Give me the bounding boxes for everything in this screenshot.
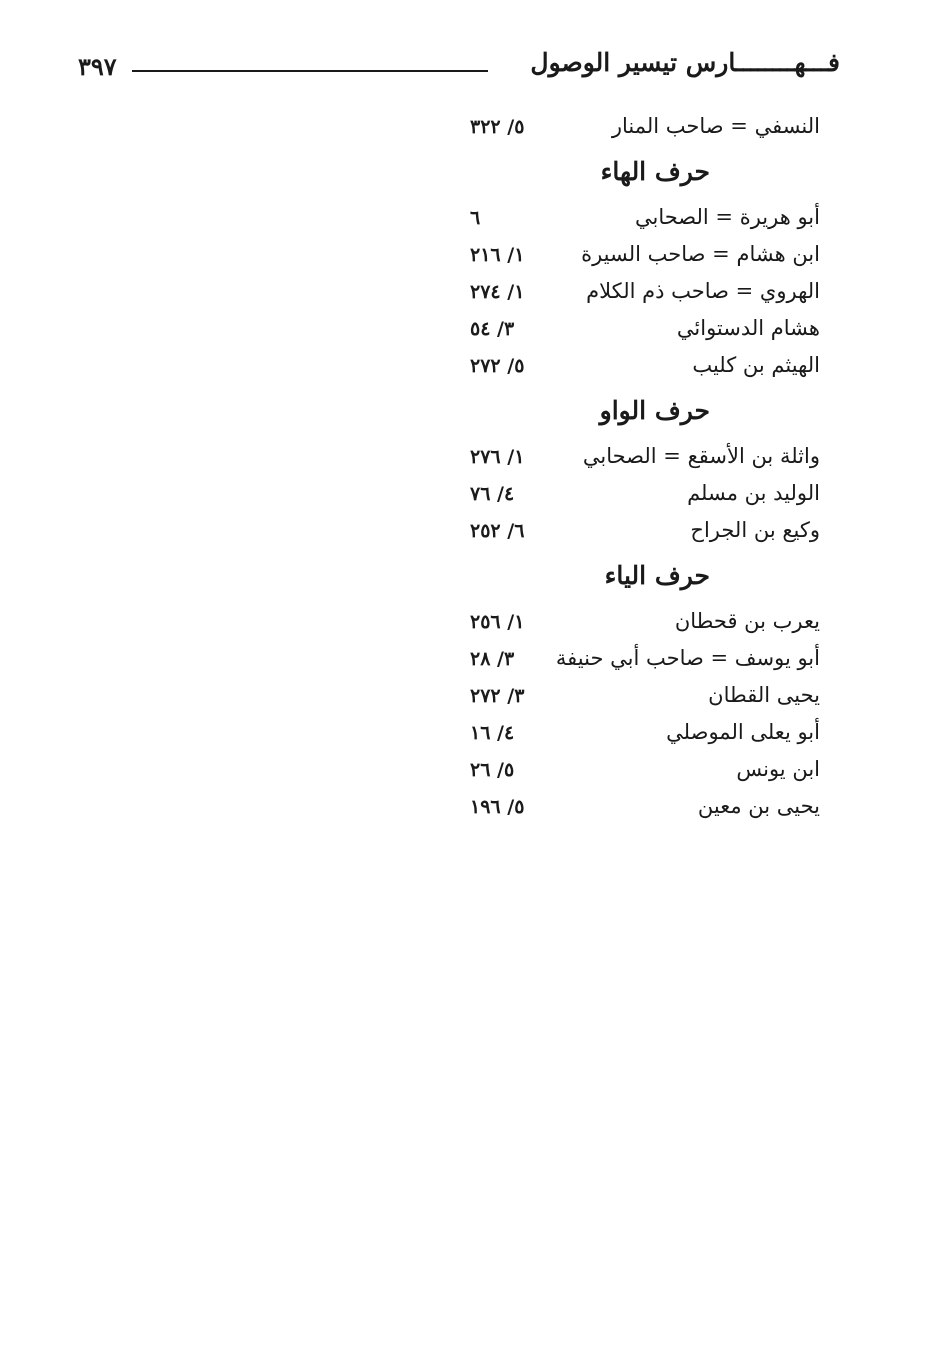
entry-ref: ٥/ ٢٧٢ xyxy=(470,355,525,377)
entry-name: أبو يعلى الموصلي xyxy=(666,720,820,744)
page-number: ٣٩٧ xyxy=(78,52,117,81)
index-entry xyxy=(440,790,820,827)
entry-ref: ١/ ٢١٦ xyxy=(470,244,525,266)
index-entry xyxy=(440,201,820,238)
entry-ref: ٦ xyxy=(470,207,481,229)
entry-ref: ٤/ ٧٦ xyxy=(470,483,515,505)
index-entry xyxy=(440,679,820,716)
entry-ref: ٥/ ١٩٦ xyxy=(470,796,525,818)
entry-name: أبو يوسف = صاحب أبي حنيفة xyxy=(555,646,820,670)
entry-name: ابن هشام = صاحب السيرة xyxy=(581,242,820,266)
entry-name: هشام الدستوائي xyxy=(676,316,820,340)
index-entry xyxy=(440,477,820,514)
section-heading-yaa xyxy=(440,551,820,605)
entry-name: وكيع بن الجراح xyxy=(690,518,820,542)
index-entry xyxy=(440,275,820,312)
entry-ref: ٣/ ٢٨ xyxy=(470,648,515,670)
header-rule xyxy=(132,70,488,72)
index-entry xyxy=(440,238,820,275)
entry-name: أبو هريرة = الصحابي xyxy=(635,205,820,229)
header-title: فـــهــــــــارس تيسير الوصول xyxy=(530,48,840,77)
entry-name: ابن يونس xyxy=(736,757,820,781)
section-heading-haa xyxy=(440,147,820,201)
entry-ref: ٦/ ٢٥٢ xyxy=(470,520,525,542)
section-heading-text: حرف الواو xyxy=(599,396,710,425)
entry-ref: ١/ ٢٥٦ xyxy=(470,611,525,633)
entry-name: النسفي = صاحب المنار xyxy=(611,114,820,138)
entry-ref: ٥/ ٣٢٢ xyxy=(470,116,525,138)
index-entry xyxy=(440,753,820,790)
entry-name: يحيى القطان xyxy=(708,683,820,707)
entry-name: الوليد بن مسلم xyxy=(687,481,820,505)
running-header xyxy=(70,48,840,88)
entry-name: يحيى بن معين xyxy=(697,794,820,818)
index-list xyxy=(440,110,820,827)
entry-ref: ١/ ٢٧٦ xyxy=(470,446,525,468)
section-heading-text: حرف الياء xyxy=(604,561,710,590)
index-entry xyxy=(440,110,820,147)
entry-name: واثلة بن الأسقع = الصحابي xyxy=(582,444,820,468)
entry-name: الهروي = صاحب ذم الكلام xyxy=(586,279,820,303)
entry-ref: ٥/ ٢٦ xyxy=(470,759,515,781)
index-entry xyxy=(440,440,820,477)
index-entry xyxy=(440,605,820,642)
entry-name: الهيثم بن كليب xyxy=(692,353,820,377)
entry-ref: ٣/ ٢٧٢ xyxy=(470,685,525,707)
entry-ref: ٣/ ٥٤ xyxy=(470,318,515,340)
index-entry xyxy=(440,514,820,551)
index-entry xyxy=(440,716,820,753)
entry-ref: ١/ ٢٧٤ xyxy=(470,281,525,303)
entry-name: يعرب بن قحطان xyxy=(674,609,820,633)
index-entry xyxy=(440,349,820,386)
index-entry xyxy=(440,312,820,349)
section-heading-waw xyxy=(440,386,820,440)
section-heading-text: حرف الهاء xyxy=(600,157,710,186)
index-entry xyxy=(440,642,820,679)
entry-ref: ٤/ ١٦ xyxy=(470,722,515,744)
